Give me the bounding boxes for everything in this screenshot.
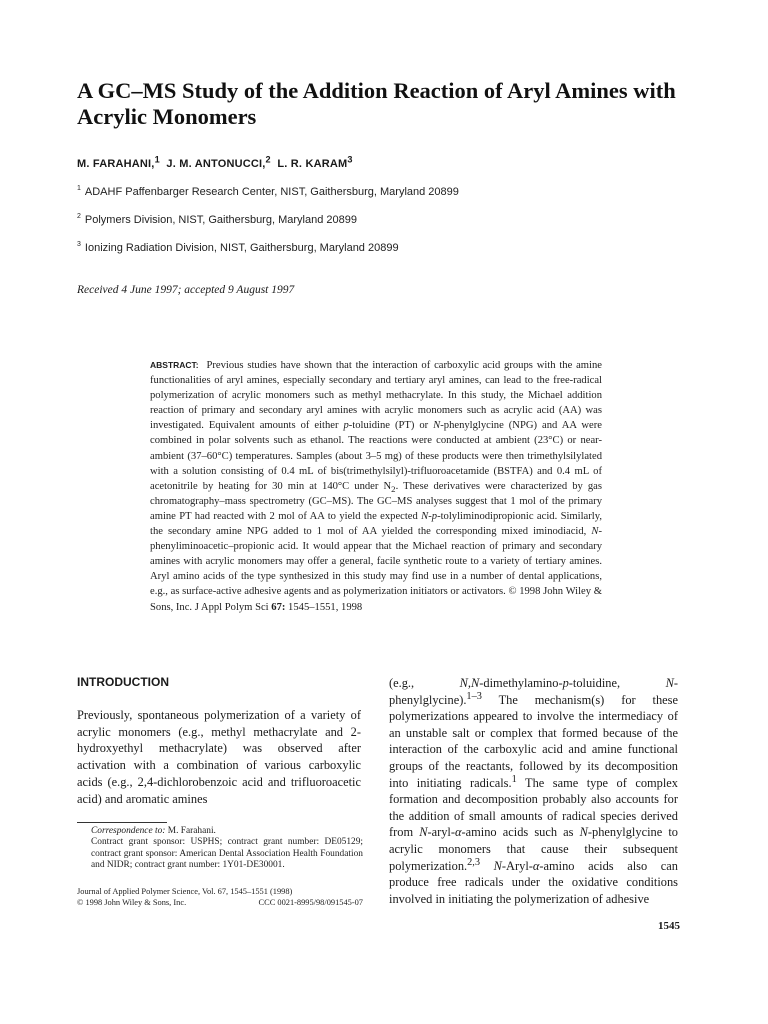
abstract-label: ABSTRACT: xyxy=(150,360,199,370)
received-dates: Received 4 June 1997; accepted 9 August 1997 xyxy=(77,284,295,296)
abstract: ABSTRACT: Previous studies have shown that the interaction of carboxylic acid groups with the amine functionalities of aryl amines, especially secondary and tertiary aryl amines, can lead to the free-radical polymerization of acrylic monomers such as methyl methacrylate. In this study, the Michael addition reaction of primary and secondary aryl amines with acrylic monomers such as acrylic acid (AA) was investigated. Equivalent amounts of either p-toluidine (PT) or N-phenylglycine (NPG) and AA were combined in polar solvents such as ethanol. The reactions were conducted at ambient (23°C) or near-ambient (37–60°C) temperatures. Samples (about 3–5 mg) of these products were then trimethylsilylated with a solution consisting of 0.4 mL of bis(trimethylsilyl)-trifluoroacetamide (BSTFA) and 0.4 mL of acetonitrile by heating for 30 min at 140°C under $N_2$. These derivatives were characterized by gas chromatography–mass spectrometry (GC–MS). The GC–MS analyses suggest that 1 mol of the primary amine PT had reacted with 2 mol of AA to yield the expected N-p-tolyliminodipropionic acid. Similarly, the secondary amine NPG added to 1 mol of AA yielded the corresponding mixed iminodiacid, N-phenyliminoacetic–propionic acid. It would appear that the Michael reaction of primary and secondary amines with acrylic monomers may offer a general, facile synthetic route to a variety of tertiary amines. Aryl amino acids of the type synthesized in this study may find use in a number of dental applications, e.g., as surface-active adhesive agents and as polymerization initiators or activators. © 1998 John Wiley & Sons, Inc. J Appl Polym Sci 67: 1545–1551, 1998 xyxy=(150,360,602,613)
author-name: J. M. ANTONUCCI, xyxy=(166,158,266,170)
footnote-divider xyxy=(77,822,167,823)
journal-citation: Journal of Applied Polymer Science, Vol. 67, 1545–1551 (1998) xyxy=(77,887,293,896)
author-list xyxy=(77,154,677,170)
ccc-code: CCC 0021-8995/98/091545-07 xyxy=(258,897,363,907)
body-text-left: Previously, spontaneous polymerization of a variety of acrylic monomers (e.g., methyl methacrylate and 2-hydroxyethyl methacrylate) was observed after activation with a combination of various carboxylic acids (e.g., 2,4-dichlorobenzoic acid and trifluoroacetic acid) and aromatic amines xyxy=(77,708,361,806)
grant-info: Contract grant sponsor: USPHS; contract grant number: DE05129; contract grant sponsor: American Dental Association Health Foundation and NIDR; contract grant number: 1Y01-DE30001. xyxy=(91,837,363,870)
copyright: © 1998 John Wiley & Sons, Inc. xyxy=(77,897,187,907)
author-affiliation-mark: 3 xyxy=(347,154,353,165)
body-text-right: (e.g., N,N-dimethylamino-p-toluidine, N-phenylglycine).$^{1-3}$ The mechanism(s) for these polymerizations appeared to involve the intermediacy of an unstable salt or complex that formed because of the interaction of the carboxylic acid and amine functional groups of the reactants, followed by its decomposition into initiating radicals.$^1$ The same type of complex formation and decomposition probably also accounts for the addition of small amounts of radical species derived from N-aryl-α-amino acids such as N-phenylglycine to acrylic monomers that cause their subsequent polymerization.$^{2,3}$ N-Aryl-α-amino acids also can produce free radicals under the oxidative conditions involved in initiating the polymerization of adhesive xyxy=(389,676,679,906)
author-name: L. R. KARAM xyxy=(277,158,348,170)
affiliation: $^3$ Ionizing Radiation Division, NIST, Gaithersburg, Maryland 20899 xyxy=(77,241,399,254)
page-number: 1545 xyxy=(658,920,680,932)
section-heading: INTRODUCTION xyxy=(77,675,169,689)
author-name: M. FARAHANI, xyxy=(77,158,155,170)
affiliation: $^2$ Polymers Division, NIST, Gaithersburg, Maryland 20899 xyxy=(77,213,357,226)
correspondence-name: M. Farahani. xyxy=(167,826,216,836)
author-affiliation-mark: 2 xyxy=(265,154,271,165)
journal-info xyxy=(77,887,363,908)
article-title: A GC–MS Study of the Addition Reaction of Aryl Amines with Acrylic Monomers xyxy=(77,78,676,129)
footnote xyxy=(77,826,363,871)
author-affiliation-mark: 1 xyxy=(154,154,160,165)
affiliation: $^1$ ADAHF Paffenbarger Research Center, NIST, Gaithersburg, Maryland 20899 xyxy=(77,185,459,198)
correspondence-label: Correspondence to: xyxy=(91,826,166,836)
